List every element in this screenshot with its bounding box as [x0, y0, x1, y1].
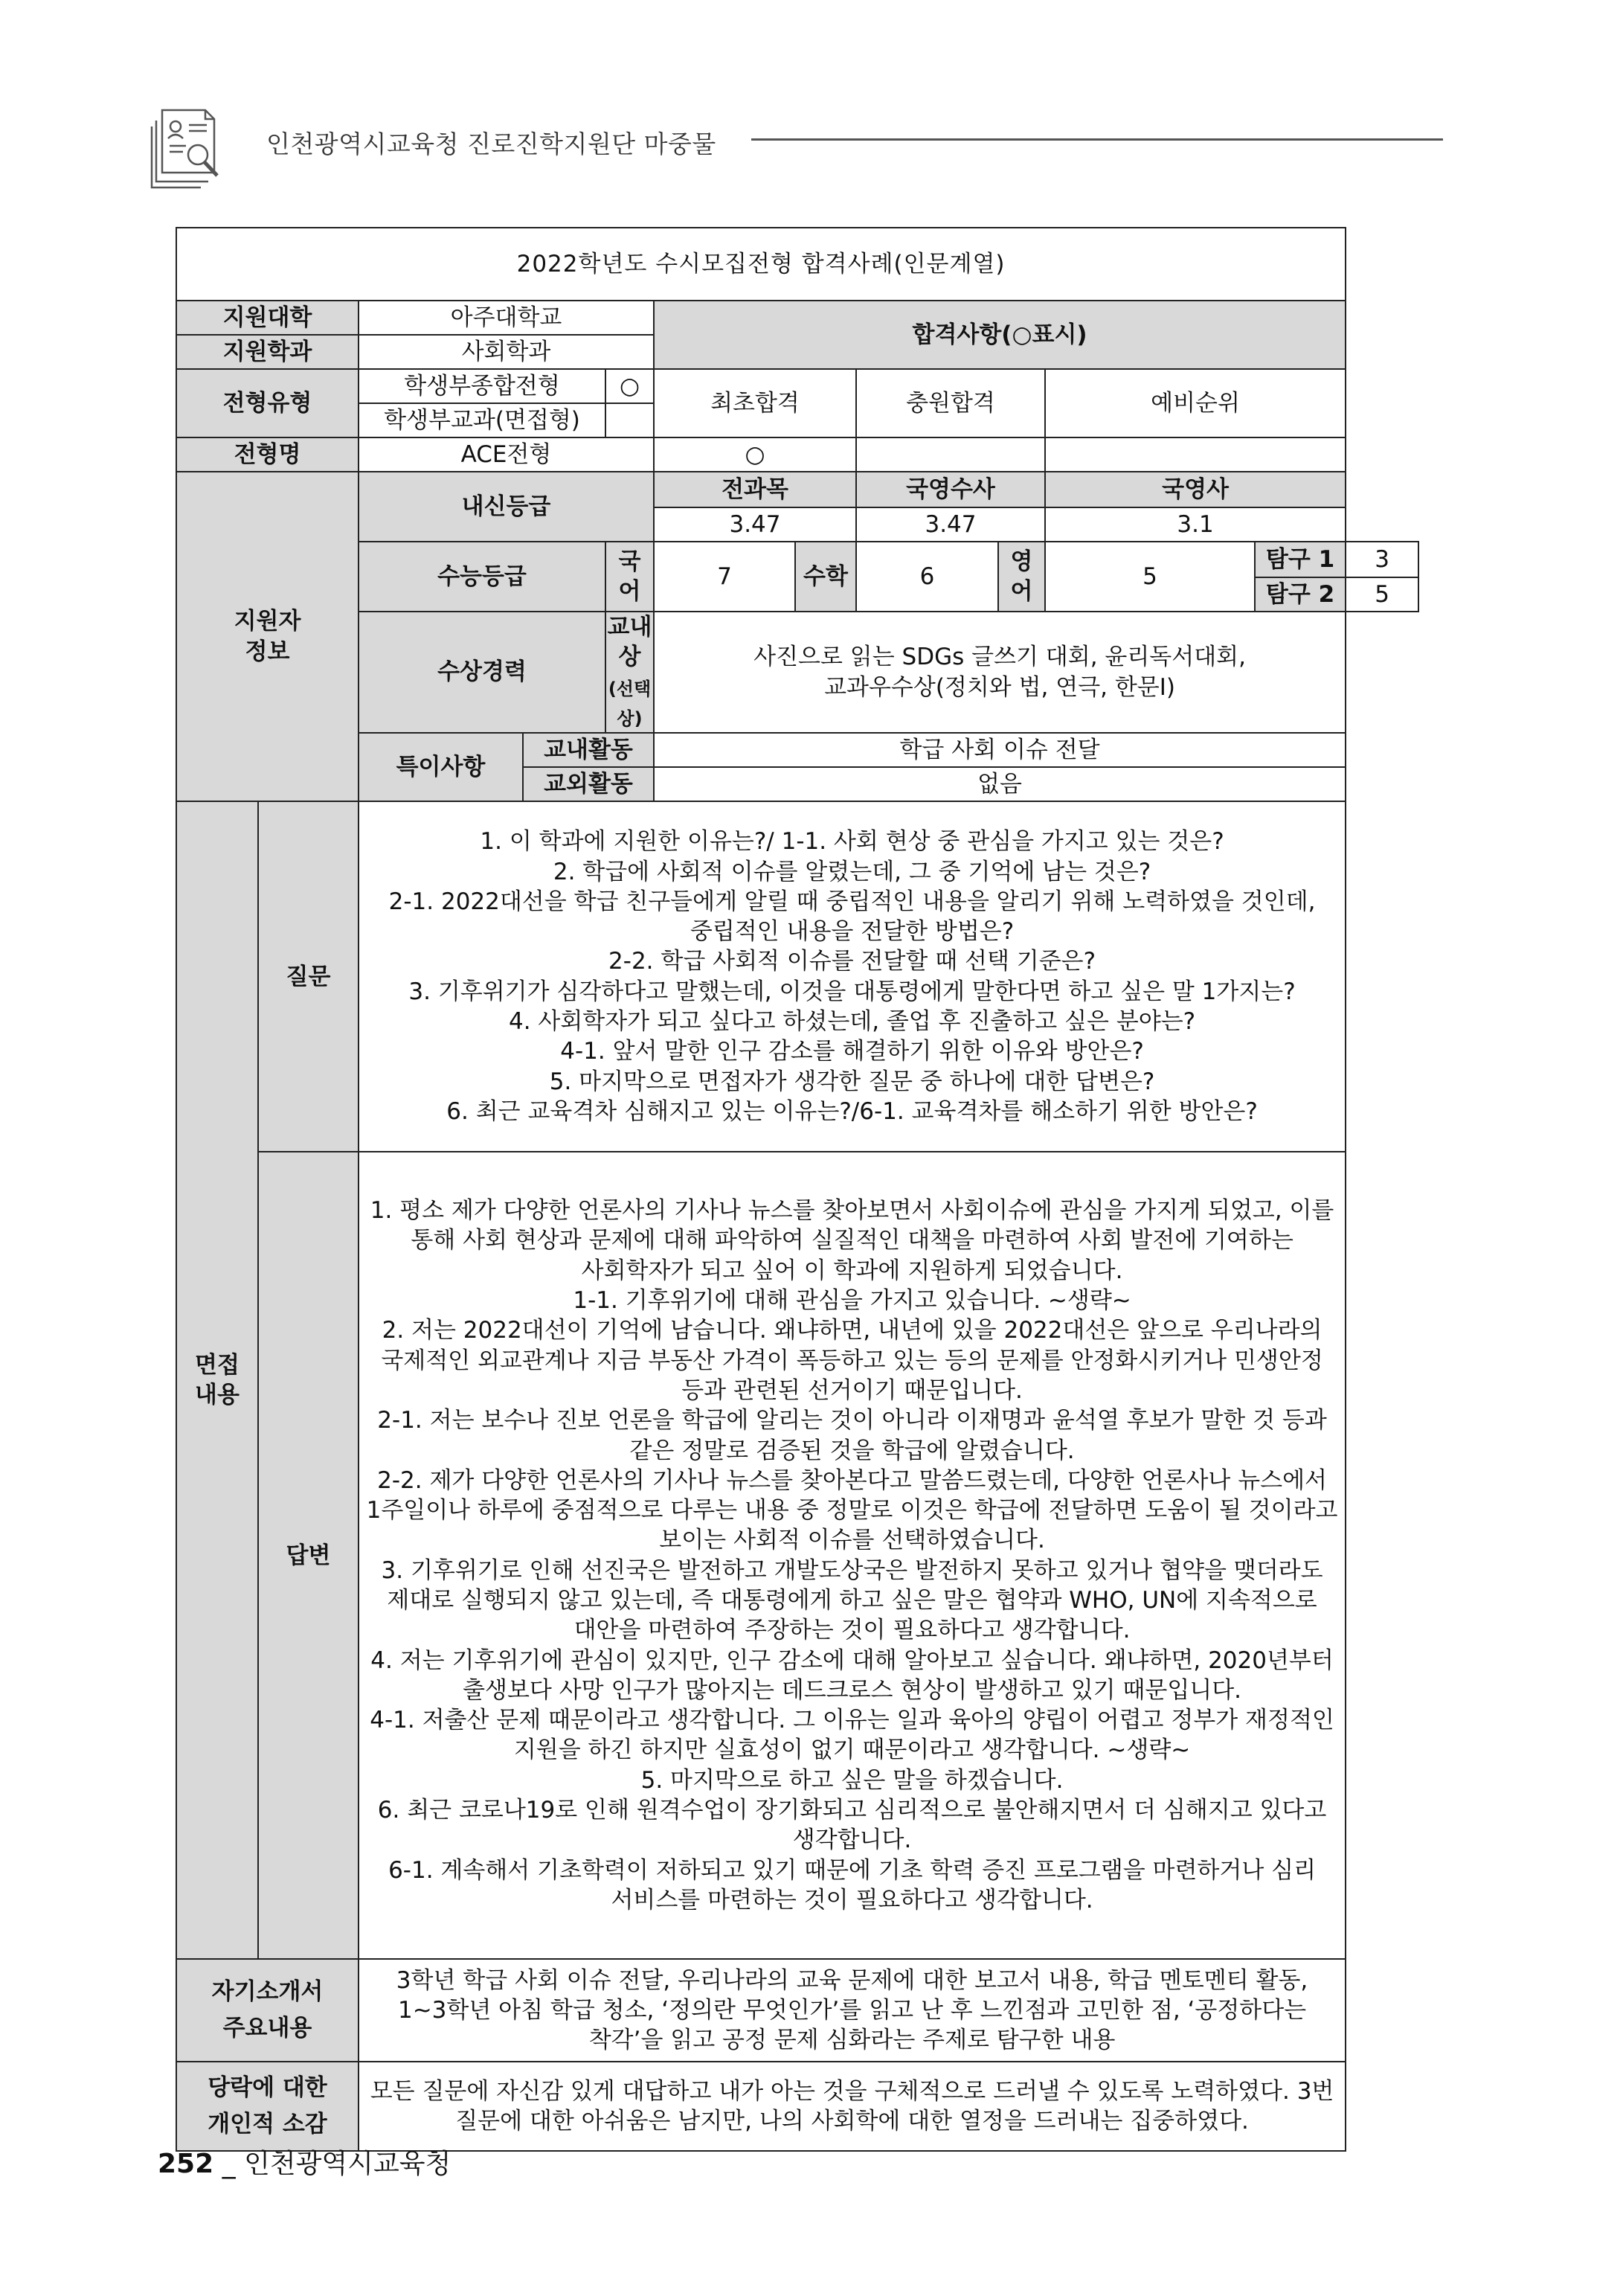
essay-label-line-2: 주요내용: [222, 2015, 312, 2042]
result-extra-mark: [856, 437, 1045, 472]
question-list: [359, 801, 1346, 1152]
question-item: 6. 최근 교육격차 심해지고 있는 이유는?/6-1. 교육격차를 해소하기 위한 방안은?: [446, 1097, 1258, 1125]
gpa-kyss-label: 국영수사: [856, 472, 1045, 507]
answer-item: 5. 마지막으로 하고 싶은 말을 하겠습니다.: [640, 1766, 1064, 1794]
awards-line-1: 사진으로 읽는 SDGs 글쓰기 대회, 윤리독서대회,: [753, 644, 1246, 671]
csat-math-label: 수학: [795, 542, 856, 612]
answer-item: 6. 최근 코로나19로 인해 원격수업이 장기화되고 심리적으로 불안해지면서 더 심해지고 있다고 생각합니다.: [377, 1797, 1327, 1854]
csat-eng-value: 5: [1045, 542, 1255, 612]
csat-inq1-value: 3: [1346, 542, 1418, 577]
csat-math-value: 6: [856, 542, 998, 612]
result-wait-mark: [1045, 437, 1346, 472]
dept-label: 지원학과: [176, 335, 359, 369]
applicant-label-line-2: 정보: [245, 638, 290, 665]
gpa-kys-value: 3.1: [1045, 507, 1346, 542]
csat-inq2-value: 5: [1346, 577, 1418, 612]
awards-label: 수상경력: [359, 612, 605, 733]
answer-item: 4-1. 저출산 문제 때문이라고 생각합니다. 그 이유는 일과 육아의 양립이 어렵고 정부가 재정적인 지원을 하긴 하지만 실효성이 없기 때문이라고 생각합니다. ~생략~: [370, 1707, 1334, 1764]
answer-item: 6-1. 계속해서 기초학력이 저하되고 있기 때문에 기초 학력 증진 프로그램을 마련하거나 심리 서비스를 마련하는 것이 필요하다고 생각합니다.: [388, 1856, 1317, 1914]
result-extra-label: 충원합격: [856, 369, 1045, 437]
csat-eng-label: 영어: [998, 542, 1045, 612]
footer-separator: _: [222, 2149, 236, 2179]
name-label: 전형명: [176, 437, 359, 472]
type-option-1-mark: ○: [605, 369, 654, 403]
question-item: 3. 기후위기가 심각하다고 말했는데, 이것을 대통령에게 말한다면 하고 싶은 말 1가지는?: [408, 978, 1296, 1005]
gpa-kys-label: 국영사: [1045, 472, 1346, 507]
interview-label: [176, 801, 258, 1959]
csat-inq1-label: 탐구 1: [1255, 542, 1346, 577]
impression-label-line-1: 당락에 대한: [208, 2074, 327, 2101]
result-wait-label: 예비순위: [1045, 369, 1346, 437]
csat-kor-value: 7: [654, 542, 795, 612]
impression-text-body: 모든 질문에 자신감 있게 대답하고 내가 아는 것을 구체적으로 드러낼 수 있도록 노력하였다. 3번 질문에 대한 아쉬움은 남지만, 나의 사회학에 대한 열정을 드러내는 집중하였다.: [370, 2077, 1334, 2135]
essay-text-body: 3학년 학급 사회 이슈 전달, 우리나라의 교육 문제에 대한 보고서 내용, 학급 멘토멘티 활동, 1~3학년 아침 학급 청소, ‘정의란 무엇인가’를 읽고 난 후 느낀점과 고민한 점, ‘공정하다는 착각’을 읽고 공정 문제 심화라는 주제로 탐구한 내용: [396, 1966, 1308, 2054]
answer-item: 1. 평소 제가 다양한 언론사의 기사나 뉴스를 찾아보면서 사회이슈에 관심을 가지게 되었고, 이를 통해 사회 현상과 문제에 대해 파악하여 실질적인 대책을 마련하여 사회 발전에 기여하는 사회학자가 되고 싶어 이 학과에 지원하게 되었습니다.: [370, 1197, 1334, 1284]
header-title: 인천광역시교육청 진로진학지원단 마중물: [266, 129, 716, 158]
answer-item: 1-1. 기후위기에 대해 관심을 가지고 있습니다. ~생략~: [573, 1287, 1131, 1315]
special-out-value: 없음: [654, 767, 1346, 801]
admission-case-table: [176, 227, 1419, 2152]
answer-item: 2. 저는 2022대선이 기억에 남습니다. 왜냐하면, 내년에 있을 2022대선은 앞으로 우리나라의 국제적인 외교관계나 지금 부동산 가격이 폭등하고 있는 등의 문제를 안정화시키거나 민생안정 등과 관련된 선거이기 때문입니다.: [381, 1317, 1323, 1404]
csat-inq2-label: 탐구 2: [1255, 577, 1346, 612]
document-search-icon: [149, 104, 232, 190]
impression-label-line-2: 개인적 소감: [208, 2111, 327, 2138]
answer-list: [359, 1152, 1346, 1959]
type-option-2-mark: [605, 403, 654, 437]
answer-label: 답변: [258, 1152, 359, 1959]
awards-sub-label-1: 교내상: [607, 614, 652, 671]
special-out-label: 교외활동: [523, 767, 654, 801]
page-footer: [158, 2143, 451, 2181]
awards-line-2: 교과우수상(정치와 법, 연극, 한문I): [824, 673, 1175, 701]
question-label: 질문: [258, 801, 359, 1152]
csat-kor-label: 국어: [605, 542, 654, 612]
page-title: 2022학년도 수시모집전형 합격사례(인문계열): [176, 228, 1346, 301]
univ-value: 아주대학교: [359, 301, 654, 335]
special-in-label: 교내활동: [523, 733, 654, 767]
gpa-label: 내신등급: [359, 472, 654, 542]
question-item: 5. 마지막으로 면접자가 생각한 질문 중 하나에 대한 답변은?: [549, 1068, 1155, 1095]
answer-item: 3. 기후위기로 인해 선진국은 발전하고 개발도상국은 발전하지 못하고 있거나 협약을 맺더라도 제대로 실행되지 않고 있는데, 즉 대통령에게 하고 싶은 말은 협약과 WHO, UN에 지속적으로 대안을 마련하여 주장하는 것이 필요하다고 생각합니다.: [381, 1556, 1323, 1644]
awards-sub-label: [605, 612, 654, 733]
question-item: 1. 이 학과에 지원한 이유는?/ 1-1. 사회 현상 중 관심을 가지고 있는 것은?: [480, 828, 1224, 856]
name-value: ACE전형: [359, 437, 654, 472]
gpa-all-label: 전과목: [654, 472, 856, 507]
univ-label: 지원대학: [176, 301, 359, 335]
question-item: 2. 학급에 사회적 이슈를 알렸는데, 그 중 기억에 남는 것은?: [553, 858, 1151, 885]
awards-value: [654, 612, 1346, 733]
impression-text: [359, 2062, 1346, 2151]
applicant-label: [176, 472, 359, 801]
answer-item: 2-1. 저는 보수나 진보 언론을 학급에 알리는 것이 아니라 이재명과 윤석열 후보가 말한 것 등과 같은 정말로 검증된 것을 학급에 알렸습니다.: [377, 1407, 1327, 1464]
interview-label-line-1: 면접: [195, 1351, 240, 1379]
question-item: 4-1. 앞서 말한 인구 감소를 해결하기 위한 이유와 방안은?: [560, 1038, 1144, 1065]
type-label: 전형유형: [176, 369, 359, 437]
footer-org: 인천광역시교육청: [244, 2149, 451, 2179]
applicant-label-line-1: 지원자: [234, 608, 301, 635]
result-label: 합격사항(○표시): [654, 301, 1346, 369]
interview-label-line-2: 내용: [195, 1382, 240, 1409]
special-label: 특이사항: [359, 733, 523, 801]
awards-sub-label-2: (선택상): [608, 678, 652, 729]
page-number: 252: [158, 2149, 214, 2179]
result-first-label: 최초합격: [654, 369, 856, 437]
answer-item: 4. 저는 기후위기에 관심이 있지만, 인구 감소에 대해 알아보고 싶습니다. 왜냐하면, 2020년부터 출생보다 사망 인구가 많아지는 데드크로스 현상이 발생하고 있기 때문입니다.: [370, 1646, 1334, 1704]
essay-text: [359, 1959, 1346, 2062]
question-item: 4. 사회학자가 되고 싶다고 하셨는데, 졸업 후 진출하고 싶은 분야는?: [508, 1007, 1196, 1035]
header-divider: [751, 138, 1443, 141]
type-option-2: 학생부교과(면접형): [359, 403, 605, 437]
special-in-value: 학급 사회 이슈 전달: [654, 733, 1346, 767]
essay-label-line-1: 자기소개서: [211, 1978, 324, 2005]
type-option-1: 학생부종합전형: [359, 369, 605, 403]
result-first-mark: ○: [654, 437, 856, 472]
essay-label: [176, 1959, 359, 2062]
gpa-all-value: 3.47: [654, 507, 856, 542]
question-item: 2-1. 2022대선을 학급 친구들에게 알릴 때 중립적인 내용을 알리기 위해 노력하였을 것인데, 중립적인 내용을 전달한 방법은?: [388, 888, 1316, 946]
impression-label: [176, 2062, 359, 2151]
gpa-kyss-value: 3.47: [856, 507, 1045, 542]
dept-value: 사회학과: [359, 335, 654, 369]
csat-label: 수능등급: [359, 542, 605, 612]
question-item: 2-2. 학급 사회적 이슈를 전달할 때 선택 기준은?: [608, 948, 1096, 975]
answer-item: 2-2. 제가 다양한 언론사의 기사나 뉴스를 찾아본다고 말씀드렸는데, 다양한 언론사나 뉴스에서 1주일이나 하루에 중점적으로 다루는 내용 중 정말로 이것은 학급에 전달하면 도움이 될 것이라고 보이는 사회적 이슈를 선택하였습니다.: [366, 1466, 1338, 1554]
